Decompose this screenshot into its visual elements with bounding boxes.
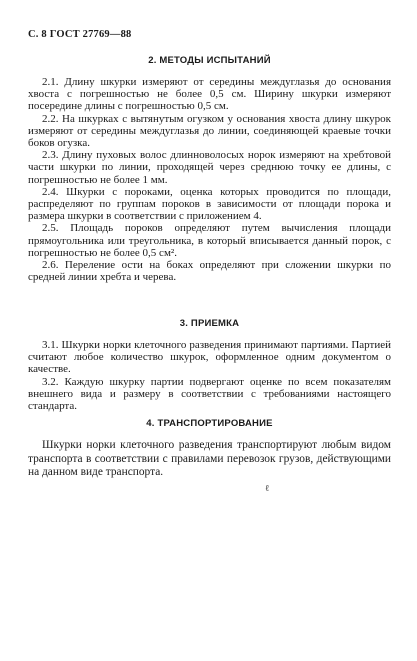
paragraph-2-5: 2.5. Площадь пороков определяют путем вычисления площади прямоугольника или треугольника, в который вписывается данный порок, с погрешностью не более 0,5 см².: [28, 222, 391, 259]
section-title-acceptance: 3. ПРИЕМКА: [179, 318, 240, 329]
page-mark: ℓ: [265, 483, 270, 493]
section-transportation: [28, 418, 391, 480]
section-acceptance: [28, 318, 391, 412]
paragraph-2-2: 2.2. На шкурках с вытянутым огузком у основания хвоста длину шкурок измеряют от середины междуглазья до линии, соединяющей краевые точки боков огузка.: [28, 112, 391, 150]
paragraph-3-2: 3.2. Каждую шкурку партии подвергают оценке по всем показателям внешнего вида и размеру в соответствии с требованиями настоящего стандарта.: [28, 375, 391, 413]
paragraph-3-1: 3.1. Шкурки норки клеточного разведения принимают партиями. Партией считают любое количество шкурок, оформленное одним документом о качестве.: [28, 339, 391, 376]
paragraph-2-3: 2.3. Длину пуховых волос длинноволосых норок измеряют на хребтовой части шкурки по линии, проходящей через среднюю точку ее длины, с погрешностью не более 1 мм.: [28, 149, 391, 186]
section-test-methods: [28, 55, 391, 283]
section-title-test-methods: 2. МЕТОДЫ ИСПЫТАНИЙ: [148, 55, 271, 66]
paragraph-2-6: 2.6. Переление ости на боках определяют при сложении шкурки по средней линии хребта и черева.: [28, 259, 391, 284]
paragraph-2-1: 2.1. Длину шкурки измеряют от середины междуглазья до основания хвоста с погрешностью не более 0,5 см. Ширину шкурки измеряют посередине длины с погрешностью 0,5 см.: [28, 76, 391, 113]
running-head: С. 8 ГОСТ 27769—88: [28, 29, 132, 40]
section-title-transportation: 4. ТРАНСПОРТИРОВАНИЕ: [146, 418, 273, 429]
paragraph-2-4: 2.4. Шкурки с пороками, оценка которых проводится по площади, распределяют по группам пороков в зависимости от площади порока и размера шкурки в соответствии с приложением 4.: [28, 185, 391, 223]
paragraph-4: Шкурки норки клеточного разведения транспортируют любым видом транспорта в соответствии с правилами перевозок грузов, действующими на данном виде транспорта.: [28, 439, 391, 479]
